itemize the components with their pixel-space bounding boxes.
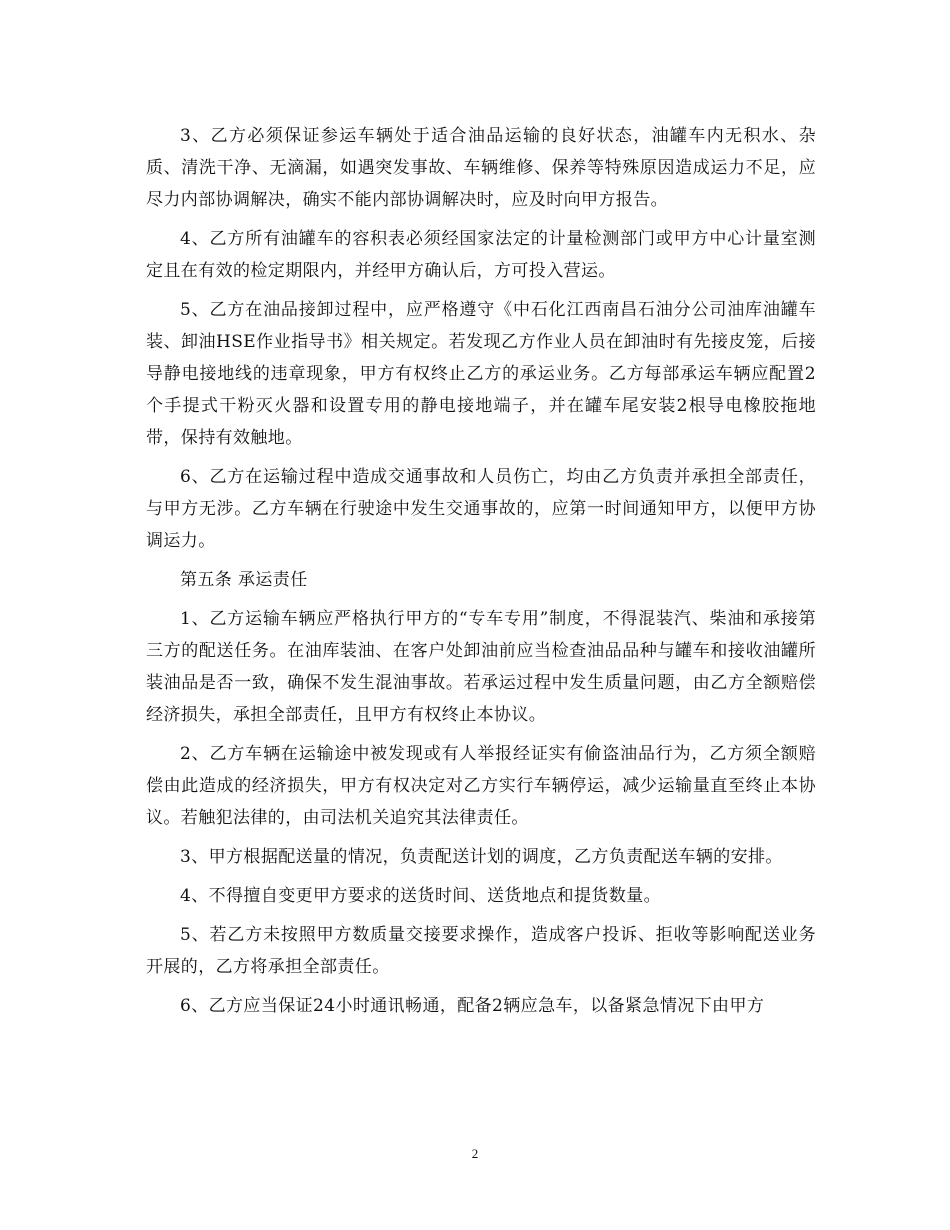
clause-paragraph: 5、若乙方未按照甲方数质量交接要求操作，造成客户投诉、拒收等影响配送业务开展的，乙方将承担全部责任。	[146, 925, 816, 977]
clause-paragraph: 3、乙方必须保证参运车辆处于适合油品运输的良好状态，油罐车内无积水、杂质、清洗干净、无滴漏，如遇突发事故、车辆维修、保养等特殊原因造成运力不足，应尽力内部协调解决，确实不能内部协调解决时，应及时向甲方报告。	[146, 126, 816, 210]
clause-paragraph: 2、乙方车辆在运输途中被发现或有人举报经证实有偷盗油品行为，乙方须全额赔偿由此造成的经济损失，甲方有权决定对乙方实行车辆停运，减少运输量直至终止本协议。若触犯法律的，由司法机关追究其法律责任。	[146, 744, 816, 828]
section-heading: 第五条 承运责任	[180, 570, 308, 590]
clause-paragraph: 4、乙方所有油罐车的容积表必须经国家法定的计量检测部门或甲方中心计量室测定且在有效的检定期限内，并经甲方确认后，方可投入营运。	[146, 229, 816, 281]
clause-paragraph: 3、甲方根据配送量的情况，负责配送计划的调度，乙方负责配送车辆的安排。	[180, 847, 783, 867]
clause-paragraph: 6、乙方应当保证24小时通讯畅通，配备2辆应急车，以备紧急情况下由甲方	[180, 996, 765, 1016]
clause-paragraph: 4、不得擅自变更甲方要求的送货时间、送货地点和提货数量。	[180, 886, 662, 906]
clause-paragraph: 6、乙方在运输过程中造成交通事故和人员伤亡，均由乙方负责并承担全部责任，与甲方无涉。乙方车辆在行驶途中发生交通事故的，应第一时间通知甲方，以便甲方协调运力。	[146, 467, 816, 551]
page-number: 2	[471, 1146, 479, 1161]
clause-paragraph: 1、乙方运输车辆应严格执行甲方的“专车专用”制度，不得混装汽、柴油和承接第三方的配送任务。在油库装油、在客户处卸油前应当检查油品品种与罐车和接收油罐所装油品是否一致，确保不发生混油事故。若承运过程中发生质量问题，由乙方全额赔偿经济损失，承担全部责任，且甲方有权终止本协议。	[146, 609, 816, 725]
document-body	[146, 120, 816, 1022]
clause-paragraph: 5、乙方在油品接卸过程中，应严格遵守《中石化江西南昌石油分公司油库油罐车装、卸油HSE作业指导书》相关规定。若发现乙方作业人员在卸油时有先接皮笼，后接导静电接地线的违章现象，甲方有权终止乙方的承运业务。乙方每部承运车辆应配置2个手提式干粉灭火器和设置专用的静电接地端子，并在罐车尾安装2根导电橡胶拖地带，保持有效触地。	[146, 300, 816, 448]
